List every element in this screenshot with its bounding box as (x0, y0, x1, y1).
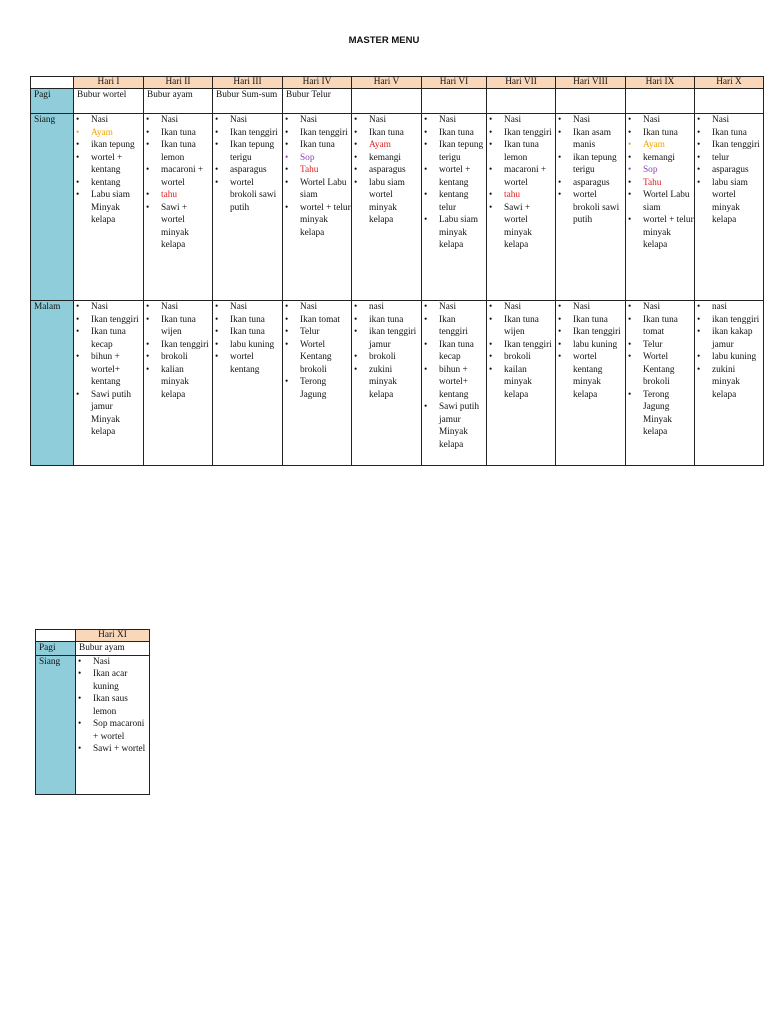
day-header: Hari X (695, 77, 764, 89)
menu-item: • wortel + telur minyak kelapa (286, 202, 351, 240)
siang-cell (422, 114, 487, 301)
pagi-cell (487, 89, 556, 114)
menu-item: • kalian minyak kelapa (147, 364, 212, 402)
menu-item: • Sawi + wortel minyak kelapa (490, 202, 555, 252)
menu-item: • wortel + kentang (77, 152, 143, 177)
menu-item: • Nasi (286, 301, 351, 314)
pagi-cell: Bubur wortel (74, 89, 144, 114)
menu-item: • asparagus (216, 164, 282, 177)
menu-item: • Ikan tepung terigu (425, 139, 486, 164)
menu-item: • Wortel Labu siam (629, 189, 694, 214)
malam-cell (213, 301, 283, 466)
menu-item: • kemangi (629, 152, 694, 165)
menu-item: • Nasi (355, 114, 421, 127)
menu-item: • Ikan asam manis (559, 127, 625, 152)
menu-item: • tahu (147, 189, 212, 202)
malam-cell (487, 301, 556, 466)
menu-item: • macaroni + wortel (490, 164, 555, 189)
menu-item: • Ikan tenggiri (147, 339, 212, 352)
siang-row (31, 114, 764, 301)
menu-item: • Nasi (559, 114, 625, 127)
menu-item: • Ikan acar kuning (79, 668, 149, 693)
menu-item: • Nasi (77, 301, 143, 314)
menu-item: • ikan tepung terigu (559, 152, 625, 177)
siang-cell (626, 114, 695, 301)
menu-item: • zukini minyak kelapa (698, 364, 763, 402)
menu-item: • Ikan tenggiri (216, 127, 282, 140)
menu-item: • Nasi (216, 301, 282, 314)
menu-item: • kemangi (355, 152, 421, 165)
menu-item: • Terong Jagung (286, 376, 351, 401)
menu-item: • Ikan tuna (559, 314, 625, 327)
day-header: Hari V (352, 77, 422, 89)
corner-cell (36, 630, 76, 642)
menu-item: • nasi (698, 301, 763, 314)
menu-item: • asparagus (698, 164, 763, 177)
menu-item: • Nasi (629, 114, 694, 127)
menu-item: • nasi (355, 301, 421, 314)
menu-item: • wortel + kentang (425, 164, 486, 189)
menu-item: • Nasi (490, 114, 555, 127)
header-row (36, 630, 150, 642)
hari-xi-table (35, 629, 150, 795)
siang-cell (213, 114, 283, 301)
menu-item: • kentang (77, 177, 143, 190)
menu-item: • macaroni + wortel (147, 164, 212, 189)
day-header: Hari I (74, 77, 144, 89)
menu-item: • tahu (490, 189, 555, 202)
siang-row (36, 655, 150, 794)
menu-item: • ikan tenggiri jamur (355, 326, 421, 351)
row-label-pagi: Pagi (36, 642, 76, 656)
menu-item: • Telur (629, 339, 694, 352)
menu-item: • Sawi + wortel minyak kelapa (147, 202, 212, 252)
menu-item: • Ikan tuna wijen (490, 314, 555, 339)
malam-cell (352, 301, 422, 466)
row-label-malam: Malam (31, 301, 74, 466)
menu-item: • Labu siam Minyak kelapa (77, 189, 143, 227)
menu-item: • Ikan tepung terigu (216, 139, 282, 164)
menu-item: • Ikan tuna kecap (77, 326, 143, 351)
header-row (31, 77, 764, 89)
menu-item: • Ikan tenggiri (77, 314, 143, 327)
menu-item: • Nasi (490, 301, 555, 314)
menu-item: • zukini minyak kelapa (355, 364, 421, 402)
day-header: Hari VII (487, 77, 556, 89)
menu-item: • telur (698, 152, 763, 165)
pagi-cell: Bubur Sum-sum (213, 89, 283, 114)
menu-item: • asparagus (355, 164, 421, 177)
menu-item: • wortel brokoli sawi putih (559, 189, 625, 227)
pagi-cell (695, 89, 764, 114)
menu-item: • wortel kentang (216, 351, 282, 376)
menu-item: • ikan kakap jamur (698, 326, 763, 351)
menu-item: • Ikan tenggiri (286, 127, 351, 140)
pagi-cell (556, 89, 626, 114)
menu-item: • Telur (286, 326, 351, 339)
menu-item: • Sop (286, 152, 351, 165)
day-header: Hari XI (76, 630, 150, 642)
menu-item: • Ayam (355, 139, 421, 152)
menu-item: • Labu siam minyak kelapa (425, 214, 486, 252)
day-header: Hari II (144, 77, 213, 89)
menu-item: • bihun + wortel+ kentang (425, 364, 486, 402)
row-label-siang: Siang (36, 655, 76, 794)
menu-item: • kailan minyak kelapa (490, 364, 555, 402)
corner-cell (31, 77, 74, 89)
malam-cell (695, 301, 764, 466)
menu-item: • Ikan tuna lemon (490, 139, 555, 164)
menu-item: • Ikan tenggiri (559, 326, 625, 339)
pagi-cell: Bubur ayam (144, 89, 213, 114)
pagi-cell: Bubur ayam (76, 642, 150, 656)
menu-item: • Nasi (77, 114, 143, 127)
siang-cell (695, 114, 764, 301)
siang-cell (144, 114, 213, 301)
menu-item: • labu siam wortel minyak kelapa (355, 177, 421, 227)
menu-item: • Ikan tuna (698, 127, 763, 140)
menu-item: • kentang telur (425, 189, 486, 214)
day-header: Hari IX (626, 77, 695, 89)
menu-item: • Ikan tuna lemon (147, 139, 212, 164)
menu-item: • Tahu (629, 177, 694, 190)
menu-item: • ikan tuna (355, 314, 421, 327)
menu-item: • Sop macaroni + wortel (79, 718, 149, 743)
siang-cell (556, 114, 626, 301)
menu-item: • Nasi (425, 301, 486, 314)
menu-item: • Ikan tenggiri (425, 314, 486, 339)
pagi-cell (422, 89, 487, 114)
menu-item: • Wortel Kentang brokoli (629, 351, 694, 389)
row-label-siang: Siang (31, 114, 74, 301)
menu-item: • Nasi (286, 114, 351, 127)
menu-item: • labu kuning (698, 351, 763, 364)
menu-item: • labu kuning (559, 339, 625, 352)
menu-item: • Sawi putih jamur Minyak kelapa (425, 401, 486, 451)
day-header: Hari VIII (556, 77, 626, 89)
menu-item: • Nasi (698, 114, 763, 127)
menu-item: • brokoli (490, 351, 555, 364)
menu-item: • Ikan tenggiri (698, 139, 763, 152)
menu-item: • Ikan tomat (286, 314, 351, 327)
day-header: Hari III (213, 77, 283, 89)
menu-item: • Ikan tuna (216, 314, 282, 327)
menu-item: • Ikan tuna (286, 139, 351, 152)
menu-item: • Sawi + wortel (79, 743, 149, 756)
malam-cell (74, 301, 144, 466)
siang-cell (487, 114, 556, 301)
menu-item: • Nasi (216, 114, 282, 127)
row-label-pagi: Pagi (31, 89, 74, 114)
menu-item: • asparagus (559, 177, 625, 190)
menu-item: • labu kuning (216, 339, 282, 352)
menu-item: • Nasi (79, 656, 149, 669)
menu-item: • Sop (629, 164, 694, 177)
day-header: Hari VI (422, 77, 487, 89)
menu-item: • Ikan tenggiri (490, 127, 555, 140)
page-title: MASTER MENU (348, 35, 420, 46)
menu-item: • Ayam (77, 127, 143, 140)
menu-item: • Wortel Labu siam (286, 177, 351, 202)
pagi-cell (352, 89, 422, 114)
menu-item: • Ikan tuna tomat (629, 314, 694, 339)
pagi-row (36, 642, 150, 656)
menu-item: • Nasi (147, 301, 212, 314)
menu-item: • brokoli (147, 351, 212, 364)
siang-cell (76, 655, 150, 794)
menu-item: • Ikan saus lemon (79, 693, 149, 718)
menu-item: • Sawi putih jamur Minyak kelapa (77, 389, 143, 439)
menu-item: • Nasi (425, 114, 486, 127)
menu-item: • ikan tepung (77, 139, 143, 152)
menu-item: • Ikan tuna kecap (425, 339, 486, 364)
siang-cell (74, 114, 144, 301)
pagi-cell: Bubur Telur (283, 89, 352, 114)
menu-item: • Ikan tuna (216, 326, 282, 339)
malam-row (31, 301, 764, 466)
malam-cell (626, 301, 695, 466)
menu-item: • Wortel Kentang brokoli (286, 339, 351, 377)
menu-item: • Ikan tenggiri (490, 339, 555, 352)
menu-item: • Nasi (629, 301, 694, 314)
menu-item: • Ikan tuna (629, 127, 694, 140)
siang-cell (352, 114, 422, 301)
menu-item: • wortel + telur minyak kelapa (629, 214, 694, 252)
pagi-cell (626, 89, 695, 114)
malam-cell (144, 301, 213, 466)
menu-item: • Ikan tuna (425, 127, 486, 140)
day-header: Hari IV (283, 77, 352, 89)
menu-item: • wortel brokoli sawi putih (216, 177, 282, 215)
menu-item: • Tahu (286, 164, 351, 177)
malam-cell (556, 301, 626, 466)
menu-item: • bihun + wortel+ kentang (77, 351, 143, 389)
menu-item: • Ayam (629, 139, 694, 152)
menu-item: • labu siam wortel minyak kelapa (698, 177, 763, 227)
siang-cell (283, 114, 352, 301)
menu-item: • ikan tenggiri (698, 314, 763, 327)
pagi-row (31, 89, 764, 114)
menu-item: • Nasi (559, 301, 625, 314)
malam-cell (422, 301, 487, 466)
menu-item: • Ikan tuna wijen (147, 314, 212, 339)
master-menu-table (30, 76, 764, 466)
menu-item: • wortel kentang minyak kelapa (559, 351, 625, 401)
menu-item: • brokoli (355, 351, 421, 364)
menu-item: • Ikan tuna (355, 127, 421, 140)
menu-item: • Nasi (147, 114, 212, 127)
menu-item: • Terong Jagung Minyak kelapa (629, 389, 694, 439)
menu-item: • Ikan tuna (147, 127, 212, 140)
malam-cell (283, 301, 352, 466)
